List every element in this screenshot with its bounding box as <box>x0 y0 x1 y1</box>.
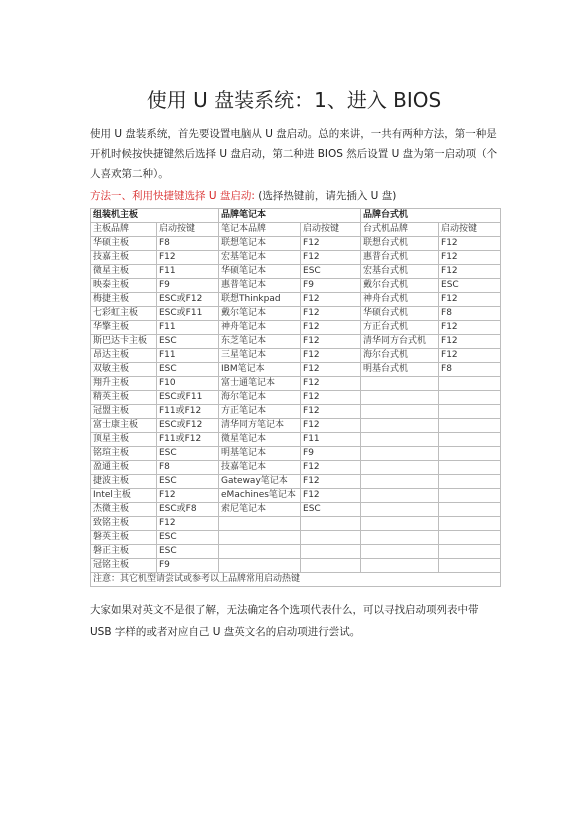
table-row <box>91 447 501 461</box>
table-cell: F9 <box>157 279 219 293</box>
table-row <box>91 377 501 391</box>
table-cell <box>439 405 501 419</box>
table-cell <box>361 433 439 447</box>
table-footnote-row <box>91 573 501 587</box>
table-cell <box>439 489 501 503</box>
table-cell: F9 <box>301 279 361 293</box>
table-row <box>91 475 501 489</box>
table-cell: 联想Thinkpad <box>219 293 301 307</box>
table-cell: F12 <box>301 293 361 307</box>
group-laptop: 品牌笔记本 <box>219 209 361 223</box>
table-cell <box>439 531 501 545</box>
table-row <box>91 461 501 475</box>
table-cell: F12 <box>301 237 361 251</box>
table-cell: 双敏主板 <box>91 363 157 377</box>
table-cell: F11 <box>301 433 361 447</box>
header-cell: 启动按键 <box>301 223 361 237</box>
table-cell: F8 <box>157 461 219 475</box>
table-cell: 海尔台式机 <box>361 349 439 363</box>
table-cell: 清华同方台式机 <box>361 335 439 349</box>
table-cell <box>439 433 501 447</box>
table-row <box>91 559 501 573</box>
table-row <box>91 419 501 433</box>
table-row <box>91 433 501 447</box>
table-cell <box>439 503 501 517</box>
table-cell: 冠铭主板 <box>91 559 157 573</box>
table-cell <box>361 405 439 419</box>
table-cell: ESC或F8 <box>157 503 219 517</box>
table-cell: 映泰主板 <box>91 279 157 293</box>
table-cell: 方正台式机 <box>361 321 439 335</box>
table-cell: F12 <box>301 349 361 363</box>
table-row <box>91 531 501 545</box>
table-cell <box>361 517 439 531</box>
table-cell: F12 <box>301 461 361 475</box>
table-row <box>91 321 501 335</box>
table-cell <box>361 377 439 391</box>
table-cell <box>361 545 439 559</box>
table-cell: 冠盟主板 <box>91 405 157 419</box>
table-cell: 富士通笔记本 <box>219 377 301 391</box>
table-cell: 铭瑄主板 <box>91 447 157 461</box>
table-cell <box>439 377 501 391</box>
group-assembled: 组装机主板 <box>91 209 219 223</box>
table-cell: F12 <box>301 419 361 433</box>
table-cell <box>301 545 361 559</box>
table-cell: F12 <box>301 307 361 321</box>
table-row <box>91 293 501 307</box>
table-cell: 微星主板 <box>91 265 157 279</box>
table-cell <box>439 517 501 531</box>
table-cell <box>219 545 301 559</box>
header-cell: 台式机品牌 <box>361 223 439 237</box>
method-title: 方法一、利用快捷键选择 U 盘启动: <box>90 190 255 202</box>
header-cell: 笔记本品牌 <box>219 223 301 237</box>
table-cell <box>301 531 361 545</box>
intro-paragraph: 使用 U 盘装系统，首先要设置电脑从 U 盘启动。总的来讲，一共有两种方法，第一种是开机时候按快捷键然后选择 U 盘启动，第二种进 BIOS 然后设置 U 盘为第一启动项（个人喜欢第二种）。 <box>90 128 498 180</box>
table-cell: F12 <box>301 363 361 377</box>
table-cell: 磐英主板 <box>91 531 157 545</box>
table-row <box>91 405 501 419</box>
table-cell: 华硕主板 <box>91 237 157 251</box>
table-cell: F12 <box>301 489 361 503</box>
table-cell: F12 <box>157 489 219 503</box>
table-cell: ESC <box>157 545 219 559</box>
table-cell <box>219 531 301 545</box>
table-cell <box>361 447 439 461</box>
table-cell: F12 <box>157 251 219 265</box>
table-cell <box>301 559 361 573</box>
table-cell: 顶星主板 <box>91 433 157 447</box>
table-cell: F8 <box>439 363 501 377</box>
table-cell <box>439 419 501 433</box>
table-cell: 神舟台式机 <box>361 293 439 307</box>
header-cell: 启动按键 <box>439 223 501 237</box>
table-cell <box>361 503 439 517</box>
table-cell: 昂达主板 <box>91 349 157 363</box>
table-cell: F12 <box>439 335 501 349</box>
table-cell: 华硕笔记本 <box>219 265 301 279</box>
table-cell <box>439 545 501 559</box>
table-cell: ESC <box>157 531 219 545</box>
table-cell: F12 <box>301 251 361 265</box>
table-cell: eMachines笔记本 <box>219 489 301 503</box>
table-row <box>91 391 501 405</box>
table-header-row <box>91 223 501 237</box>
table-cell: ESC <box>157 335 219 349</box>
table-cell: 方正笔记本 <box>219 405 301 419</box>
table-cell: ESC或F12 <box>157 293 219 307</box>
table-cell: F9 <box>157 559 219 573</box>
method-note: (选择热键前，请先插入 U 盘) <box>258 190 397 202</box>
table-cell: 微星笔记本 <box>219 433 301 447</box>
table-cell: F12 <box>301 377 361 391</box>
table-cell: IBM笔记本 <box>219 363 301 377</box>
table-footnote: 注意：其它机型请尝试或参考以上品牌常用启动热键 <box>91 573 501 587</box>
table-cell: ESC <box>157 475 219 489</box>
table-cell: F10 <box>157 377 219 391</box>
table-cell: 三星笔记本 <box>219 349 301 363</box>
table-cell: 七彩虹主板 <box>91 307 157 321</box>
outro-paragraph: 大家如果对英文不是很了解，无法确定各个选项代表什么，可以寻找启动项列表中带 USB 字样的或者对应自己 U 盘英文名的启动项进行尝试。 <box>90 604 479 638</box>
table-cell <box>439 461 501 475</box>
table-cell: ESC <box>157 447 219 461</box>
table-row <box>91 545 501 559</box>
table-cell: 技嘉笔记本 <box>219 461 301 475</box>
table-cell <box>439 447 501 461</box>
table-cell: F8 <box>157 237 219 251</box>
table-cell: F12 <box>439 293 501 307</box>
table-cell <box>439 559 501 573</box>
table-cell: 明基台式机 <box>361 363 439 377</box>
table-row <box>91 503 501 517</box>
table-cell: F9 <box>301 447 361 461</box>
table-cell: 戴尔笔记本 <box>219 307 301 321</box>
table-cell: F12 <box>157 517 219 531</box>
table-cell <box>219 517 301 531</box>
table-cell: 翔升主板 <box>91 377 157 391</box>
table-cell: 东芝笔记本 <box>219 335 301 349</box>
table-row <box>91 307 501 321</box>
table-cell: F12 <box>301 335 361 349</box>
table-cell: 技嘉主板 <box>91 251 157 265</box>
table-cell: ESC <box>439 279 501 293</box>
table-cell: 联想台式机 <box>361 237 439 251</box>
table-cell: ESC或F11 <box>157 307 219 321</box>
table-cell <box>361 489 439 503</box>
group-desktop: 品牌台式机 <box>361 209 501 223</box>
table-cell: 杰微主板 <box>91 503 157 517</box>
table-cell: 明基笔记本 <box>219 447 301 461</box>
table-row <box>91 489 501 503</box>
table-cell: F11或F12 <box>157 433 219 447</box>
table-cell: Gateway笔记本 <box>219 475 301 489</box>
table-cell: F11或F12 <box>157 405 219 419</box>
table-cell: F12 <box>301 391 361 405</box>
method-heading <box>90 187 396 205</box>
table-cell: Intel主板 <box>91 489 157 503</box>
table-cell: 捷波主板 <box>91 475 157 489</box>
table-cell: 联想笔记本 <box>219 237 301 251</box>
table-cell: 富士康主板 <box>91 419 157 433</box>
table-cell: F12 <box>439 265 501 279</box>
table-cell <box>439 391 501 405</box>
table-cell: 华硕台式机 <box>361 307 439 321</box>
table-cell: ESC <box>301 265 361 279</box>
table-cell: F11 <box>157 321 219 335</box>
table-cell: 致铭主板 <box>91 517 157 531</box>
table-cell: F8 <box>439 307 501 321</box>
table-row <box>91 335 501 349</box>
boot-key-table <box>90 208 501 587</box>
table-cell: 清华同方笔记本 <box>219 419 301 433</box>
table-cell: 海尔笔记本 <box>219 391 301 405</box>
table-cell: 华擎主板 <box>91 321 157 335</box>
table-cell: 惠普笔记本 <box>219 279 301 293</box>
table-cell: ESC或F11 <box>157 391 219 405</box>
table-cell: ESC <box>301 503 361 517</box>
table-cell: F12 <box>301 321 361 335</box>
table-cell: F12 <box>301 405 361 419</box>
table-cell <box>361 559 439 573</box>
table-group-row <box>91 209 501 223</box>
table-cell: 盈通主板 <box>91 461 157 475</box>
table-cell <box>361 419 439 433</box>
table-cell <box>361 461 439 475</box>
table-cell: F12 <box>439 349 501 363</box>
table-cell: 神舟笔记本 <box>219 321 301 335</box>
table-cell: F12 <box>439 321 501 335</box>
table-cell: 索尼笔记本 <box>219 503 301 517</box>
table-cell: ESC <box>157 363 219 377</box>
table-cell: 斯巴达卡主板 <box>91 335 157 349</box>
table-cell: F11 <box>157 349 219 363</box>
header-cell: 启动按键 <box>157 223 219 237</box>
table-row <box>91 251 501 265</box>
table-cell: 宏基笔记本 <box>219 251 301 265</box>
table-row <box>91 363 501 377</box>
table-row <box>91 279 501 293</box>
table-cell <box>361 391 439 405</box>
table-cell: F12 <box>301 475 361 489</box>
table-cell: 磐正主板 <box>91 545 157 559</box>
table-cell: 宏基台式机 <box>361 265 439 279</box>
table-cell <box>361 531 439 545</box>
table-cell: ESC或F12 <box>157 419 219 433</box>
table-cell: 精英主板 <box>91 391 157 405</box>
table-cell <box>361 475 439 489</box>
table-cell: 戴尔台式机 <box>361 279 439 293</box>
table-row <box>91 237 501 251</box>
table-cell: 梅捷主板 <box>91 293 157 307</box>
table-cell: F12 <box>439 237 501 251</box>
page-title: 使用 U 盘装系统：1、进入 BIOS <box>146 88 442 112</box>
table-cell: F11 <box>157 265 219 279</box>
table-cell <box>439 475 501 489</box>
header-cell: 主板品牌 <box>91 223 157 237</box>
table-row <box>91 517 501 531</box>
table-cell <box>219 559 301 573</box>
table-cell <box>301 517 361 531</box>
table-cell: F12 <box>439 251 501 265</box>
table-row <box>91 265 501 279</box>
table-row <box>91 349 501 363</box>
table-cell: 惠普台式机 <box>361 251 439 265</box>
